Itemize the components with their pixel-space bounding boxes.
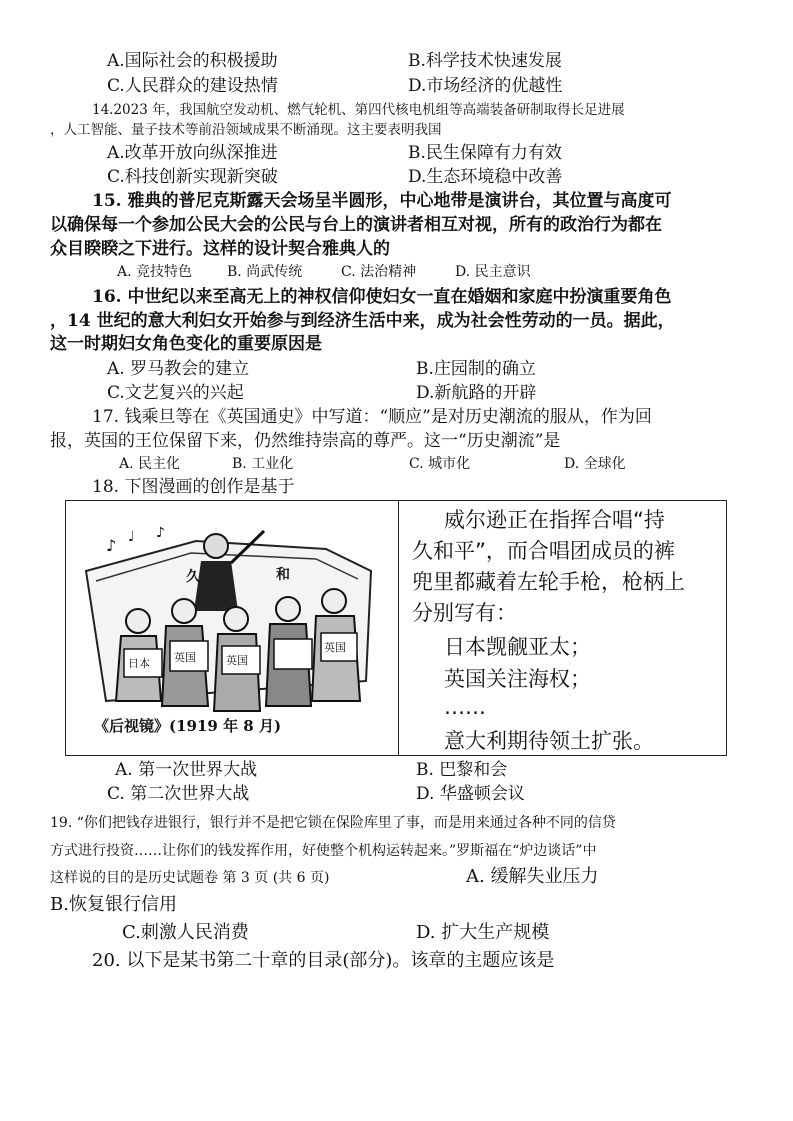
q15-stem-line1: 15. 雅典的普尼克斯露天会场呈半圆形，中心地带是演讲台，其位置与高度可 [92, 191, 672, 211]
q20-stem: 20. 以下是某书第二十章的目录(部分)。该章的主题应该是 [92, 950, 555, 971]
q18-text-line2: 久和平”，而合唱团成员的裤 [412, 539, 675, 563]
svg-text:♪: ♪ [156, 525, 165, 541]
cartoon-label-japan: 日本 [128, 657, 150, 670]
q13-option-d: D.市场经济的优越性 [408, 76, 563, 96]
q15-option-b: B. 尚武传统 [227, 264, 303, 280]
q13-option-c: C.人民群众的建设热情 [107, 76, 278, 96]
q16-stem-line2: ，14 世纪的意大利妇女开始参与到经济生活中来，成为社会性劳动的一员。据此， [50, 311, 675, 331]
svg-text:♩: ♩ [128, 529, 135, 545]
q19-option-d: D. 扩大生产规模 [416, 922, 550, 943]
q17-stem-line2: 报，英国的王位保留下来，仍然维持崇高的尊严。这一“历史潮流”是 [50, 431, 561, 451]
cartoon-label-britain-2: 英国 [226, 654, 248, 667]
q13-option-a: A.国际社会的积极援助 [107, 51, 278, 71]
q14-option-d: D.生态环境稳中改善 [408, 167, 563, 187]
q19-stem-line2: 方式进行投资……让你们的钱发挥作用，好使整个机构运转起来。”罗斯福在“炉边谈话”中 [50, 843, 597, 859]
q16-stem-line3: 这一时期妇女角色变化的重要原因是 [50, 334, 322, 354]
q15-option-c: C. 法治精神 [341, 264, 417, 280]
q18-option-d: D. 华盛顿会议 [416, 784, 525, 804]
cartoon-label-he: 和 [276, 567, 290, 583]
q15-option-a: A. 竞技特色 [117, 264, 193, 280]
q14-option-b: B.民生保障有力有效 [408, 143, 562, 163]
q19-stem-line3: 这样说的目的是历史试题卷 第 3 页 (共 6 页) [50, 870, 330, 886]
q16-option-b: B.庄园制的确立 [416, 359, 536, 379]
q18-option-a: A. 第一次世界大战 [115, 760, 258, 780]
cartoon-label-britain-1: 英国 [174, 651, 196, 664]
q19-option-b: B.恢复银行信用 [50, 894, 177, 915]
q14-stem-line2: ，人工智能、量子技术等前沿领域成果不断涌现。这主要表明我国 [50, 122, 442, 138]
q19-stem-line1: 19. “你们把钱存进银行，银行并不是把它锁在保险库里了事，而是用来通过各种不同的信贷 [50, 815, 616, 831]
q17-stem-line1: 17. 钱乘旦等在《英国通史》中写道：“顺应”是对历史潮流的服从，作为回 [92, 407, 652, 427]
q18-text-line1: 威尔逊正在指挥合唱“持 [444, 508, 665, 532]
q16-option-c: C.文艺复兴的兴起 [107, 383, 244, 403]
q18-text-line8: 意大利期待领土扩张。 [444, 729, 654, 753]
q17-option-b: B. 工业化 [232, 456, 294, 472]
q18-text-line6: 英国关注海权； [444, 667, 591, 691]
q18-option-b: B. 巴黎和会 [416, 760, 508, 780]
q17-option-a: A. 民主化 [119, 456, 181, 472]
q17-option-d: D. 全球化 [564, 456, 626, 472]
q14-option-c: C.科技创新实现新突破 [107, 167, 278, 187]
cartoon-image [66, 501, 398, 755]
q19-option-a: A. 缓解失业压力 [466, 866, 599, 887]
figure-divider [398, 501, 399, 755]
q18-text-line4: 分别写有： [412, 601, 517, 625]
q15-option-d: D. 民主意识 [455, 264, 531, 280]
q18-text-line5: 日本觊觎亚太； [444, 635, 591, 659]
q13-option-b: B.科学技术快速发展 [408, 51, 562, 71]
cartoon-label-britain-3: 英国 [324, 641, 346, 654]
q16-option-d: D.新航路的开辟 [416, 383, 537, 403]
svg-text:♪: ♪ [106, 536, 117, 555]
q18-text-line7: …… [444, 695, 486, 719]
q16-stem-line1: 16. 中世纪以来至高无上的神权信仰使妇女一直在婚姻和家庭中扮演重要角色 [92, 287, 672, 307]
q14-stem-line1: 14.2023 年，我国航空发动机、燃气轮机、第四代核电机组等高端装备研制取得长足进展 [92, 102, 625, 118]
q16-option-a: A. 罗马教会的建立 [107, 359, 250, 379]
cartoon-label-jiu: 久 [186, 569, 200, 585]
q18-stem: 18. 下图漫画的创作是基于 [92, 477, 295, 497]
q15-stem-line2: 以确保每一个参加公民大会的公民与台上的演讲者相互对视，所有的政治行为都在 [50, 215, 662, 235]
q18-figure [65, 500, 727, 756]
q14-option-a: A.改革开放向纵深推进 [107, 143, 278, 163]
q18-text-line3: 兜里都藏着左轮手枪，枪柄上 [412, 570, 685, 594]
q18-option-c: C. 第二次世界大战 [107, 784, 250, 804]
q15-stem-line3: 众目睽睽之下进行。这样的设计契合雅典人的 [50, 239, 390, 259]
q17-option-c: C. 城市化 [409, 456, 471, 472]
q19-option-c: C.刺激人民消费 [122, 922, 249, 943]
cartoon-caption: 《后视镜》(1919 年 8 月) [94, 717, 282, 735]
